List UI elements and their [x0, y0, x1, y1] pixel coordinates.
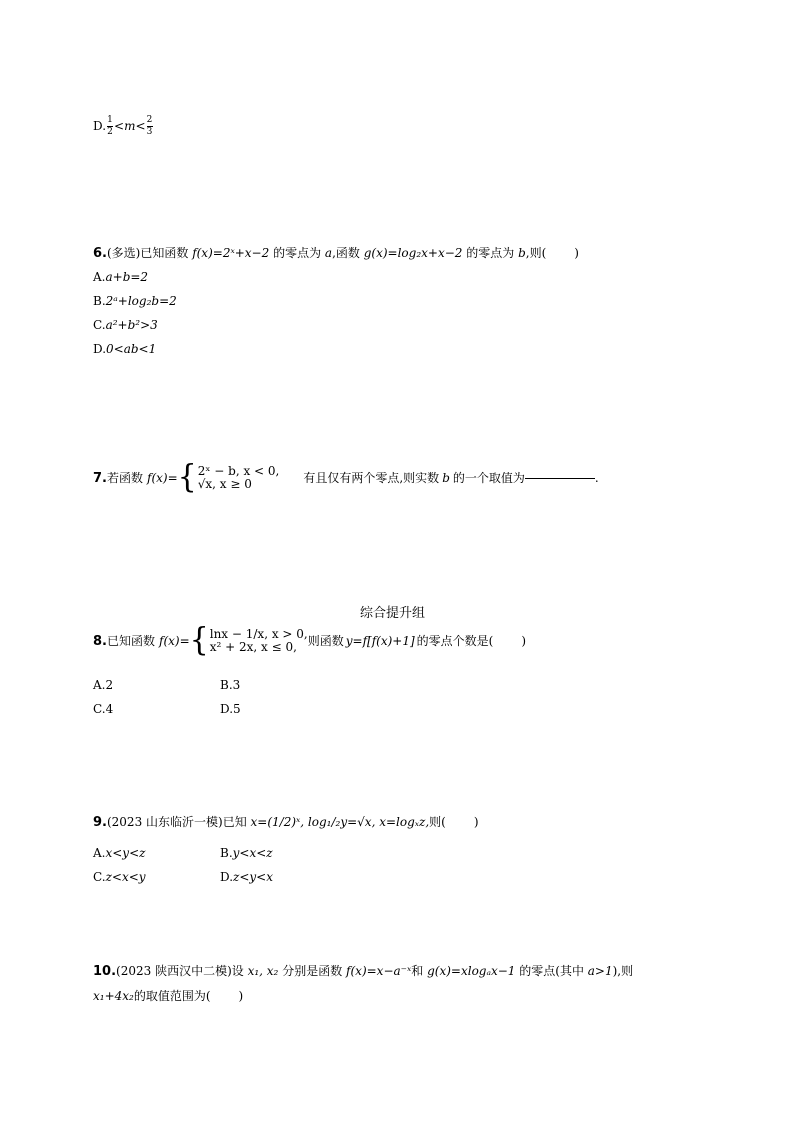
q8-option-b-letter: B. — [220, 678, 233, 692]
q6-prefix: (多选)已知函数 — [106, 246, 189, 260]
q6-suffix: ,则( — [525, 246, 547, 260]
q7-suffix: 有且仅有两个零点,则实数 — [303, 471, 440, 485]
q8-piecewise — [189, 622, 308, 659]
q8-option-a-letter: A. — [93, 678, 106, 692]
q5-option-d — [93, 116, 154, 137]
q8-suffix: 则函数 — [307, 634, 344, 648]
q6-option-b-letter: B. — [93, 294, 106, 308]
q6-option-d-text: 0<ab<1 — [106, 342, 157, 356]
q10-line2-expr: x₁+4x₂ — [93, 989, 134, 1003]
q5-lt1: < — [114, 119, 125, 133]
q5-frac2-num: 2 — [146, 115, 153, 125]
q10-suffix2: ),则 — [612, 964, 634, 978]
q8-case-1: lnx − 1/x, x > 0, — [209, 627, 308, 642]
q6-f-def: f(x)=2ˣ+x−2 — [192, 246, 270, 260]
q6-option-a-letter: A. — [93, 270, 106, 284]
q8-suffix2: 的零点个数是( — [416, 634, 494, 648]
q9-suffix: 则( — [429, 815, 446, 829]
q8-y-def: y=f[f(x)+1] — [345, 634, 415, 648]
q7-end: . — [594, 471, 599, 485]
q6-mid3: 的零点为 — [466, 246, 515, 260]
q9-option-b — [220, 847, 273, 859]
q7-case-2: √x, x ≥ 0 — [197, 477, 252, 491]
q8-option-d-letter: D. — [220, 702, 234, 716]
q8-option-a-text: 2 — [105, 678, 114, 692]
q6-option-a-text: a+b=2 — [105, 270, 149, 284]
q9-option-d-letter: D. — [220, 870, 234, 884]
q6-option-a — [93, 271, 148, 283]
q8-stem — [93, 622, 527, 659]
q7-case-1: 2ˣ − b, x < 0, — [197, 464, 280, 479]
q6-option-d-letter: D. — [93, 342, 107, 356]
q8-option-c-letter: C. — [93, 702, 106, 716]
q9-number: 9. — [93, 815, 107, 830]
q10-number: 10. — [93, 964, 117, 979]
q10-stem-line2 — [93, 990, 243, 1002]
q8-option-d-text: 5 — [233, 702, 241, 716]
q6-mid1: 的零点为 — [273, 246, 322, 260]
q6-option-c-text: a²+b²>3 — [105, 318, 158, 332]
q7-stem — [93, 459, 599, 496]
q7-number: 7. — [93, 470, 107, 486]
q7-suffix2: 的一个取值为 — [452, 471, 525, 485]
q5-var: m — [124, 119, 136, 133]
q8-prefix: 已知函数 — [106, 634, 155, 648]
q8-close: ) — [521, 634, 527, 648]
q7-brace: { — [177, 459, 197, 496]
q7-piecewise — [177, 459, 280, 496]
q8-option-b-text: 3 — [232, 678, 241, 692]
q6-option-b — [93, 295, 177, 307]
q5-frac-2 — [147, 116, 153, 137]
q8-brace: { — [189, 622, 209, 659]
q6-option-b-text: 2ᵃ+log₂b=2 — [105, 294, 177, 308]
q10-g-def: g(x)=xlogₐx−1 — [427, 964, 516, 978]
q8-case-2: x² + 2x, x ≤ 0, — [209, 640, 297, 654]
q8-option-c — [93, 703, 113, 715]
q6-var-a: a — [324, 246, 333, 260]
q8-option-b — [220, 679, 240, 691]
q7-f-label: f(x)= — [147, 471, 178, 485]
q6-mid2: ,函数 — [332, 246, 360, 260]
q9-source: (2023 山东临沂一模)已知 — [106, 815, 247, 829]
q5-frac1-num: 1 — [107, 115, 113, 125]
q5-frac2-den: 3 — [146, 127, 153, 137]
q9-option-a — [93, 847, 145, 859]
q10-line2-text: 的取值范围为( — [133, 989, 211, 1003]
q9-option-a-text: x<y<z — [105, 846, 146, 860]
q6-option-d — [93, 343, 156, 355]
q10-close: ) — [238, 989, 244, 1003]
q5-frac-1 — [107, 116, 113, 137]
q10-cond: a>1 — [587, 964, 613, 978]
q8-option-a — [93, 679, 113, 691]
q9-option-a-letter: A. — [93, 846, 106, 860]
q5-option-d-letter: D. — [93, 119, 107, 133]
q10-f-def: f(x)=x−a⁻ˣ — [346, 964, 412, 978]
q6-number: 6. — [93, 246, 107, 261]
q7-answer-blank[interactable] — [525, 478, 595, 479]
q6-option-c — [93, 319, 158, 331]
q10-stem-line1 — [93, 965, 633, 978]
q8-option-d — [220, 703, 241, 715]
q10-vars: x₁, x₂ — [247, 964, 279, 978]
q6-close: ) — [574, 246, 579, 260]
q9-option-b-text: y<x<z — [232, 846, 273, 860]
q7-prefix: 若函数 — [106, 471, 143, 485]
q7-var-b: b — [442, 471, 450, 485]
q5-lt2: < — [135, 119, 146, 133]
q9-option-c-text: z<x<y — [105, 870, 146, 884]
section-title: 综合提升组 — [360, 606, 426, 621]
q9-expr: x=(1/2)ˣ, log₁/₂y=√x, x=logₓz, — [250, 815, 430, 829]
q10-mid: 分别是函数 — [282, 964, 343, 978]
q9-option-c-letter: C. — [93, 870, 106, 884]
q9-option-c — [93, 871, 146, 883]
q6-stem — [93, 247, 579, 260]
q10-and: 和 — [411, 964, 424, 978]
q9-option-d — [220, 871, 273, 883]
q9-option-d-text: z<y<x — [233, 870, 273, 884]
q10-suffix: 的零点(其中 — [519, 964, 584, 978]
q5-frac1-den: 2 — [107, 127, 113, 137]
q9-close: ) — [473, 815, 479, 829]
q6-option-c-letter: C. — [93, 318, 106, 332]
q6-var-b: b — [518, 246, 526, 260]
q8-f-label: f(x)= — [159, 634, 190, 648]
q8-option-c-text: 4 — [105, 702, 114, 716]
q9-option-b-letter: B. — [220, 846, 233, 860]
q6-g-def: g(x)=log₂x+x−2 — [363, 246, 463, 260]
q8-number: 8. — [93, 633, 107, 649]
q10-source: (2023 陕西汉中二模)设 — [116, 964, 244, 978]
q9-stem — [93, 816, 479, 829]
